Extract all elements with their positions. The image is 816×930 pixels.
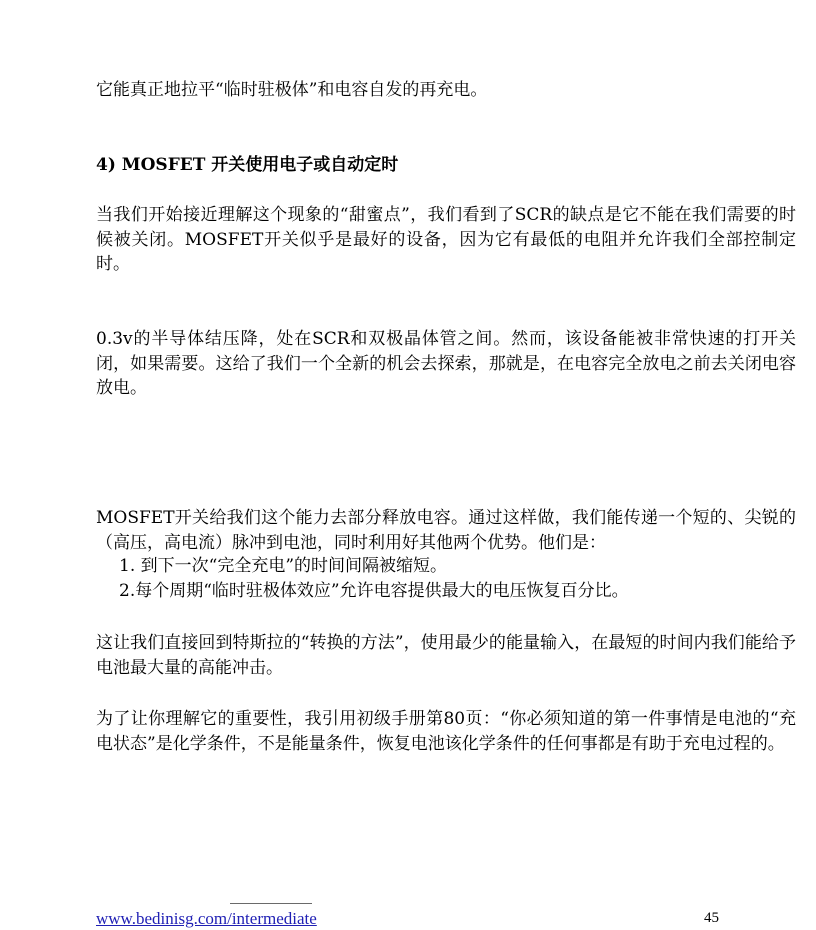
paragraph-voltage-drop: 0.3v的半导体结压降，处在SCR和双极晶体管之间。然而，该设备能被非常快速的打开关闭，如果需要。这给了我们一个全新的机会去探索，那就是，在电容完全放电之前去关闭电容放电。 [96,329,796,398]
footer-website-link[interactable]: www.bedinisg.com/intermediate [96,909,317,928]
page-number: 45 [704,910,719,926]
intro-paragraph: 它能真正地拉平“临时驻极体”和电容自发的再充电。 [96,80,488,100]
paragraph-quote: 为了让你理解它的重要性，我引用初级手册第80页：“你必须知道的第一件事情是电池的“充电状态”是化学条件，不是能量条件，恢复电池该化学条件的任何事都是有助于充电过程的。 [96,709,796,754]
section-heading: 4) MOSFET 开关使用电子或自动定时 [96,155,399,175]
footer-divider [230,903,312,904]
paragraph-scr-drawback: 当我们开始接近理解这个现象的“甜蜜点”，我们看到了SCR的缺点是它不能在我们需要的时候被关闭。MOSFET开关似乎是最好的设备，因为它有最低的电阻并允许我们全部控制定时。 [96,205,796,274]
list-item: 1. 到下一次“完全充电”的时间间隔被缩短。 [119,556,448,576]
list-item: 2.每个周期“临时驻极体效应”允许电容提供最大的电压恢复百分比。 [119,581,629,601]
paragraph-tesla-method: 这让我们直接回到特斯拉的“转换的方法”，使用最少的能量输入，在最短的时间内我们能给予电池最大量的高能冲击。 [96,633,796,678]
paragraph-partial-discharge: MOSFET开关给我们这个能力去部分释放电容。通过这样做，我们能传递一个短的、尖锐的（高压，高电流）脉冲到电池，同时利用好其他两个优势。他们是： [96,508,796,553]
